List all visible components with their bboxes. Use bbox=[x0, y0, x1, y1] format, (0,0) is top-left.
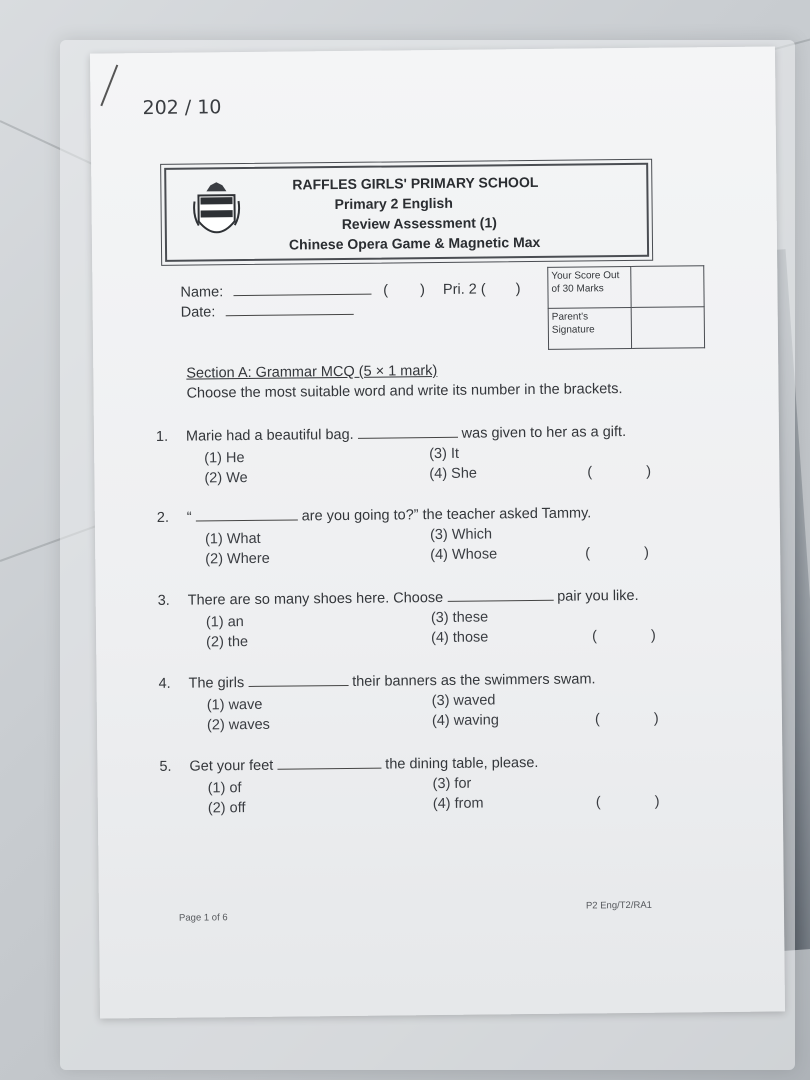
option-item: (2) Where bbox=[205, 550, 270, 568]
section-instruction: Choose the most suitable word and write its number in the brackets. bbox=[186, 381, 623, 402]
school-name: RAFFLES GIRLS' PRIMARY SCHOOL bbox=[292, 173, 539, 193]
date-row bbox=[181, 303, 354, 321]
option-item: (2) off bbox=[207, 800, 246, 817]
pen-stroke bbox=[100, 65, 118, 107]
header-box bbox=[164, 163, 649, 262]
answer-bracket-close: ) bbox=[643, 544, 649, 561]
option-item: (1) of bbox=[207, 780, 242, 797]
option-item: (2) the bbox=[206, 633, 249, 651]
register-bracket-close: ) bbox=[420, 282, 426, 299]
answer-bracket-open: ( bbox=[592, 628, 598, 645]
question-stem bbox=[158, 671, 595, 692]
section-title: Section A: Grammar MCQ (5 × 1 mark) bbox=[186, 362, 438, 382]
paper-code: P2 Eng/T2/RA1 bbox=[585, 899, 652, 912]
answer-bracket-close: ) bbox=[653, 710, 659, 727]
answer-bracket-open: ( bbox=[594, 711, 600, 728]
class-bracket-close: ) bbox=[515, 281, 521, 298]
school-crest-icon bbox=[192, 181, 241, 245]
answer-bracket[interactable] bbox=[587, 464, 651, 481]
question-stem bbox=[158, 588, 639, 609]
answer-blank[interactable] bbox=[248, 685, 348, 687]
answer-bracket-open: ( bbox=[585, 545, 591, 562]
option-item: (2) We bbox=[204, 469, 248, 487]
option-item: (2) waves bbox=[206, 716, 270, 734]
question-number: 4. bbox=[158, 675, 171, 692]
question-text-before: There are so many shoes here. Choose bbox=[187, 589, 444, 609]
answer-blank[interactable] bbox=[358, 437, 458, 439]
signature-cell[interactable] bbox=[631, 307, 704, 349]
option-item: (4) She bbox=[429, 465, 478, 483]
question-number: 3. bbox=[157, 592, 170, 609]
question-text-after: their banners as the swimmers swam. bbox=[352, 671, 596, 690]
option-item: (1) wave bbox=[206, 696, 263, 714]
answer-bracket-open: ( bbox=[587, 464, 593, 481]
date-label: Date: bbox=[180, 304, 216, 321]
question-text-before: Marie had a beautiful bag. bbox=[185, 426, 354, 445]
answer-bracket[interactable] bbox=[585, 545, 649, 562]
class-label: Pri. 2 ( bbox=[442, 281, 486, 298]
question-number: 2. bbox=[156, 509, 170, 526]
option-item: (4) from bbox=[432, 795, 484, 813]
answer-blank[interactable] bbox=[277, 768, 381, 770]
register-bracket-open: ( bbox=[383, 282, 389, 299]
subject-title: Primary 2 English bbox=[334, 194, 453, 213]
question-stem bbox=[159, 755, 538, 775]
option-item: (3) these bbox=[430, 609, 489, 627]
option-item: (1) What bbox=[204, 530, 261, 548]
answer-bracket[interactable] bbox=[592, 628, 656, 645]
option-item: (3) waved bbox=[431, 692, 496, 710]
name-row bbox=[180, 281, 520, 301]
question-number: 1. bbox=[155, 428, 169, 445]
option-item: (3) It bbox=[429, 445, 460, 463]
question-text-after: pair you like. bbox=[557, 587, 639, 605]
option-item: (4) waving bbox=[431, 712, 499, 730]
answer-bracket-open: ( bbox=[595, 794, 601, 811]
question-text-before: Get your feet bbox=[189, 757, 274, 775]
question-stem bbox=[156, 424, 626, 445]
option-item: (4) Whose bbox=[430, 546, 498, 564]
question-stem bbox=[157, 505, 592, 526]
option-item: (1) He bbox=[204, 450, 245, 467]
question-number: 5. bbox=[159, 758, 172, 775]
option-item: (4) those bbox=[431, 629, 489, 647]
name-blank[interactable] bbox=[233, 294, 371, 296]
question-text-after: are you going to?” the teacher asked Tammy. bbox=[301, 505, 592, 525]
score-table bbox=[547, 265, 705, 350]
date-blank[interactable] bbox=[225, 314, 353, 316]
answer-blank[interactable] bbox=[447, 600, 553, 602]
page-number: Page 1 of 6 bbox=[178, 912, 228, 924]
question-text-before: “ bbox=[186, 509, 192, 526]
handwritten-mark: 202 / 10 bbox=[142, 96, 222, 120]
score-label: Your Score Out of 30 Marks bbox=[548, 266, 631, 308]
worksheet-page bbox=[90, 46, 785, 1018]
answer-bracket-close: ) bbox=[646, 463, 652, 480]
answer-blank[interactable] bbox=[196, 519, 298, 521]
question-text-after: was given to her as a gift. bbox=[461, 424, 627, 442]
assessment-title: Review Assessment (1) bbox=[341, 214, 497, 232]
name-label: Name: bbox=[180, 284, 224, 301]
topic-title: Chinese Opera Game & Magnetic Max bbox=[288, 233, 541, 253]
signature-label: Parent's Signature bbox=[548, 307, 631, 349]
answer-bracket-close: ) bbox=[654, 793, 660, 810]
option-item: (3) for bbox=[432, 775, 472, 793]
answer-bracket-close: ) bbox=[650, 627, 656, 644]
score-cell[interactable] bbox=[631, 266, 704, 308]
option-item: (1) an bbox=[205, 614, 244, 631]
question-text-after: the dining table, please. bbox=[385, 754, 539, 773]
question-text-before: The girls bbox=[188, 675, 245, 692]
answer-bracket[interactable] bbox=[596, 794, 660, 811]
answer-bracket[interactable] bbox=[595, 711, 659, 728]
option-item: (3) Which bbox=[429, 526, 493, 544]
